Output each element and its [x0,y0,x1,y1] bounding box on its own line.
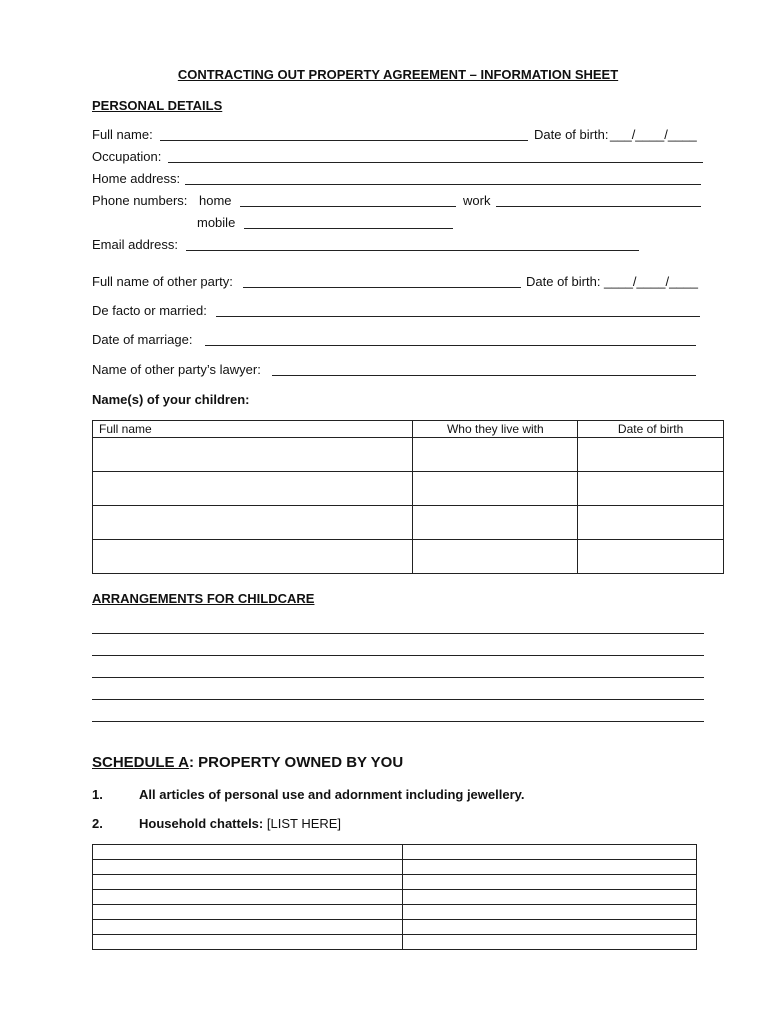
chattel-item-cell[interactable] [93,845,403,860]
phone-mobile-label: mobile [197,215,236,230]
child-dob-cell[interactable] [578,438,724,472]
table-row [93,506,724,540]
dob-field[interactable]: ___/____/____ [610,127,697,142]
personal-details-heading: PERSONAL DETAILS [92,98,223,113]
child-dob-cell[interactable] [578,472,724,506]
page-title: CONTRACTING OUT PROPERTY AGREEMENT – INFORMATION SHEET [177,67,619,82]
chattel-item-cell[interactable] [93,860,403,875]
item-number: 2. [92,816,103,831]
child-lives-with-cell[interactable] [413,540,578,574]
lawyer-label: Name of other party’s lawyer: [92,362,261,377]
other-party-field[interactable] [243,287,521,288]
column-header-who-they-live-with: Who they live with [413,421,578,438]
table-row [93,540,724,574]
chattel-value-cell[interactable] [403,845,697,860]
childcare-line[interactable] [92,655,704,656]
child-name-cell[interactable] [93,506,413,540]
child-name-cell[interactable] [93,438,413,472]
other-party-dob-label: Date of birth: [526,274,601,289]
childcare-line[interactable] [92,699,704,700]
table-row [93,890,697,905]
phone-home-field[interactable] [240,206,456,207]
email-label: Email address: [92,237,178,252]
child-lives-with-cell[interactable] [413,472,578,506]
chattel-value-cell[interactable] [403,860,697,875]
schedule-a-label: SCHEDULE A [92,754,189,771]
home-address-label: Home address: [92,171,181,186]
children-header-row [93,421,724,438]
child-dob-cell[interactable] [578,540,724,574]
childcare-line[interactable] [92,721,704,722]
column-header-date-of-birth: Date of birth [578,421,724,438]
child-name-cell[interactable] [93,540,413,574]
defacto-label: De facto or married: [92,303,207,318]
chattel-value-cell[interactable] [403,875,697,890]
childcare-line[interactable] [92,677,704,678]
chattel-value-cell[interactable] [403,920,697,935]
chattel-value-cell[interactable] [403,890,697,905]
full-name-field[interactable] [160,140,528,141]
marriage-date-field[interactable] [205,345,696,346]
lawyer-field[interactable] [272,375,696,376]
dob-label: Date of birth: [534,127,609,142]
item-household-chattels [139,816,341,831]
full-name-label: Full name: [92,127,153,142]
children-table [92,420,724,574]
household-chattels-label: Household chattels: [139,816,264,831]
defacto-field[interactable] [216,316,700,317]
chattel-item-cell[interactable] [93,875,403,890]
chattel-item-cell[interactable] [93,905,403,920]
occupation-field[interactable] [168,162,703,163]
table-row [93,438,724,472]
other-party-dob-field[interactable]: ____/____/____ [604,274,698,289]
child-name-cell[interactable] [93,472,413,506]
table-row [93,935,697,950]
table-row [93,845,697,860]
child-lives-with-cell[interactable] [413,438,578,472]
child-dob-cell[interactable] [578,506,724,540]
table-row [93,920,697,935]
phone-home-label: home [199,193,232,208]
phone-work-field[interactable] [496,206,701,207]
schedule-a-heading [92,754,403,771]
phone-mobile-field[interactable] [244,228,453,229]
item-personal-articles: All articles of personal use and adornment including jewellery. [139,787,525,802]
children-heading: Name(s) of your children: [92,392,250,407]
household-chattels-note: [LIST HERE] [266,816,342,831]
childcare-heading: ARRANGEMENTS FOR CHILDCARE [92,591,315,606]
chattel-item-cell[interactable] [93,890,403,905]
phone-numbers-label: Phone numbers: [92,193,188,208]
child-lives-with-cell[interactable] [413,506,578,540]
email-field[interactable] [186,250,639,251]
occupation-label: Occupation: [92,149,162,164]
schedule-a-title: : PROPERTY OWNED BY YOU [188,754,404,771]
chattel-value-cell[interactable] [403,935,697,950]
marriage-date-label: Date of marriage: [92,332,193,347]
chattels-table [92,844,697,950]
table-row [93,860,697,875]
table-row [93,875,697,890]
table-row [93,905,697,920]
item-number: 1. [92,787,103,802]
chattel-item-cell[interactable] [93,935,403,950]
column-header-full-name: Full name [93,421,413,438]
chattel-value-cell[interactable] [403,905,697,920]
table-row [93,472,724,506]
chattel-item-cell[interactable] [93,920,403,935]
phone-work-label: work [463,193,491,208]
home-address-field[interactable] [185,184,701,185]
childcare-line[interactable] [92,633,704,634]
other-party-label: Full name of other party: [92,274,233,289]
